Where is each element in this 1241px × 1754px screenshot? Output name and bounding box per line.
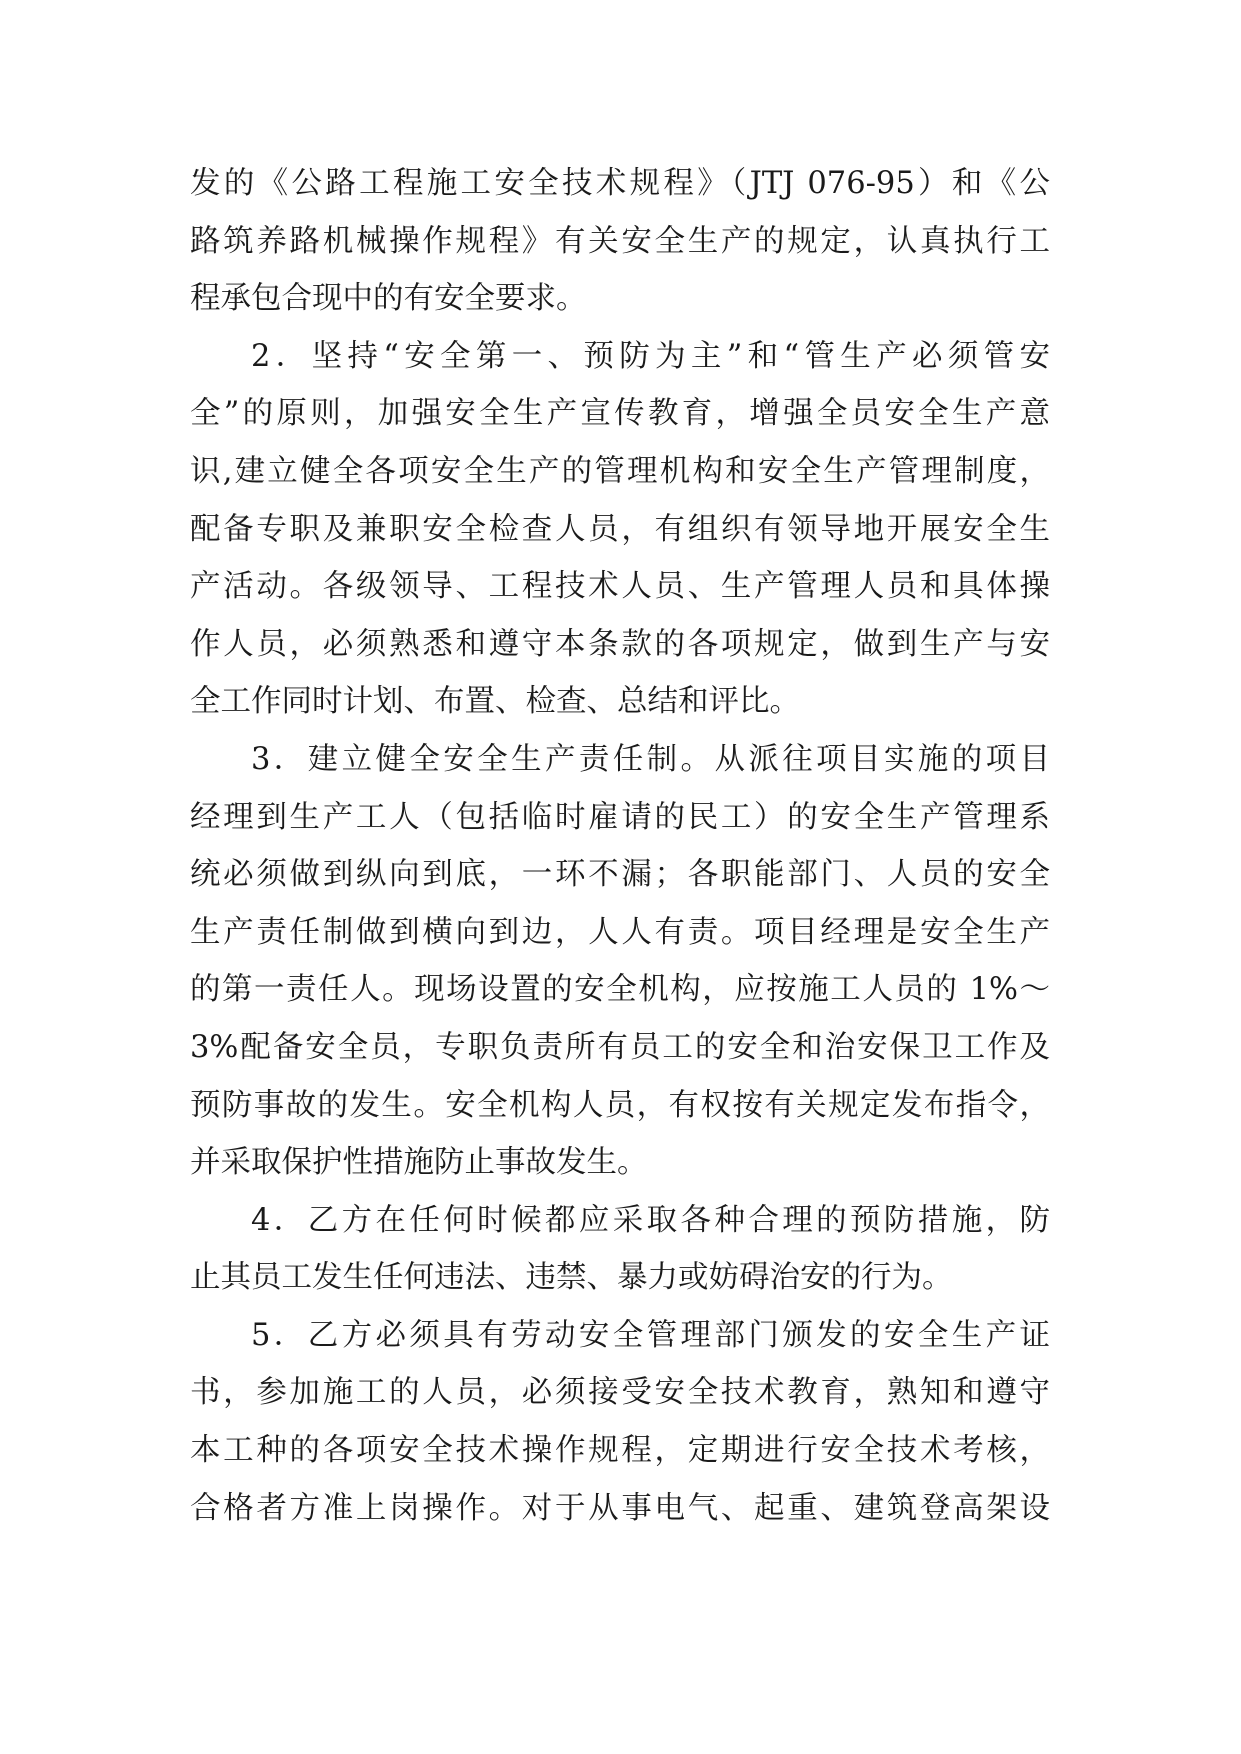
- text-line: 程承包合现中的有安全要求。: [190, 281, 587, 317]
- text-line: 3%配备安全员，专职负责所有员工的安全和治安保卫工作及: [190, 1029, 1050, 1065]
- text-line: 生产责任制做到横向到边，人人有责。项目经理是安全生产: [190, 914, 1050, 950]
- text-line: 配备专职及兼职安全检查人员，有组织有领导地开展安全生: [190, 511, 1050, 547]
- text-line: 合格者方准上岗操作。对于从事电气、起重、建筑登高架设: [190, 1490, 1050, 1526]
- text-line: 本工种的各项安全技术操作规程，定期进行安全技术考核，: [190, 1433, 1050, 1469]
- text-line: 统必须做到纵向到底，一环不漏；各职能部门、人员的安全: [190, 857, 1050, 893]
- text-line: 作人员，必须熟悉和遵守本条款的各项规定，做到生产与安: [190, 626, 1050, 662]
- text-line: 识,建立健全各项安全生产的管理机构和安全生产管理制度，: [190, 453, 1050, 489]
- text-line: 4．乙方在任何时候都应采取各种合理的预防措施，防: [251, 1202, 1050, 1238]
- text-line: 全工作同时计划、布置、检查、总结和评比。: [190, 684, 800, 720]
- text-line: 经理到生产工人（包括临时雇请的民工）的安全生产管理系: [190, 799, 1050, 835]
- text-line: 书，参加施工的人员，必须接受安全技术教育，熟知和遵守: [190, 1375, 1050, 1411]
- text-line: 全”的原则，加强安全生产宣传教育，增强全员安全生产意: [190, 396, 1050, 432]
- text-line: 预防事故的发生。安全机构人员，有权按有关规定发布指令，: [190, 1087, 1050, 1123]
- body-text: [190, 155, 1050, 1537]
- text-line: 产活动。各级领导、工程技术人员、生产管理人员和具体操: [190, 569, 1050, 605]
- text-line: 2．坚持“安全第一、预防为主”和“管生产必须管安: [251, 338, 1050, 374]
- text-line: 止其员工发生任何违法、违禁、暴力或妨碍治安的行为。: [190, 1260, 953, 1296]
- text-line: 5．乙方必须具有劳动安全管理部门颁发的安全生产证: [251, 1317, 1050, 1353]
- text-line: 3．建立健全安全生产责任制。从派往项目实施的项目: [251, 741, 1050, 777]
- text-line: 的第一责任人。现场设置的安全机构，应按施工人员的 1%～: [190, 972, 1050, 1008]
- text-line: 路筑养路机械操作规程》有关安全生产的规定，认真执行工: [190, 223, 1050, 259]
- text-line: 并采取保护性措施防止事故发生。: [190, 1145, 648, 1181]
- text-line: 发的《公路工程施工安全技术规程》（JTJ 076-95）和《公: [190, 166, 1050, 201]
